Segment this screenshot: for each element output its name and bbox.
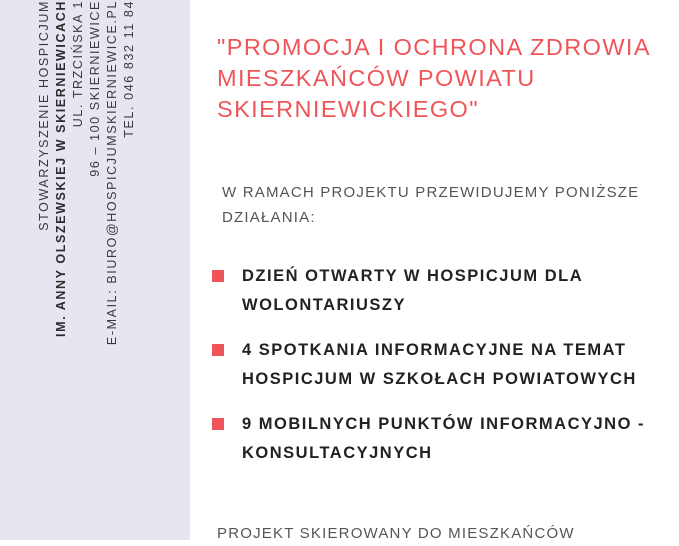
list-item-text: 9 MOBILNYCH PUNKTÓW INFORMACYJNO -KONSULTACYJNYCH	[242, 415, 645, 462]
footer-text: PROJEKT SKIEROWANY DO MIESZKAŃCÓW	[217, 525, 575, 542]
activities-list	[212, 262, 672, 484]
list-item	[212, 336, 672, 394]
email-address[interactable]: E-MAIL: BIURO@HOSPICJUMSKIERNIEWICE.PL	[105, 0, 119, 346]
org-name-line1: STOWARZYSZENIE HOSPICJUM	[37, 0, 51, 231]
main-content	[190, 0, 679, 540]
intro-text: W RAMACH PROJEKTU PRZEWIDUJEMY PONIŻSZE DZIAŁANIA:	[222, 184, 640, 226]
org-name-line2: IM. ANNY OLSZEWSKIEJ W SKIERNIEWICACH	[54, 0, 68, 337]
sidebar-contact-panel	[0, 0, 190, 540]
address-city: 96 – 100 SKIERNIEWICE	[88, 0, 102, 177]
address-street: UL. TRZCIŃSKA 1	[71, 0, 85, 128]
square-bullet-icon	[212, 344, 224, 356]
square-bullet-icon	[212, 270, 224, 282]
list-item	[212, 262, 672, 320]
square-bullet-icon	[212, 418, 224, 430]
list-item	[212, 410, 672, 468]
list-item-text: 4 SPOTKANIA INFORMACYJNE NA TEMAT HOSPICJUM W SZKOŁACH POWIATOWYCH	[242, 341, 637, 388]
page-title: "PROMOCJA I OCHRONA ZDROWIA MIESZKAŃCÓW POWIATU SKIERNIEWICKIEGO"	[217, 34, 650, 122]
list-item-text: DZIEŃ OTWARTY W HOSPICJUM DLA WOLONTARIUSZY	[242, 267, 583, 314]
phone-number: TEL. 046 832 11 84	[122, 0, 136, 138]
